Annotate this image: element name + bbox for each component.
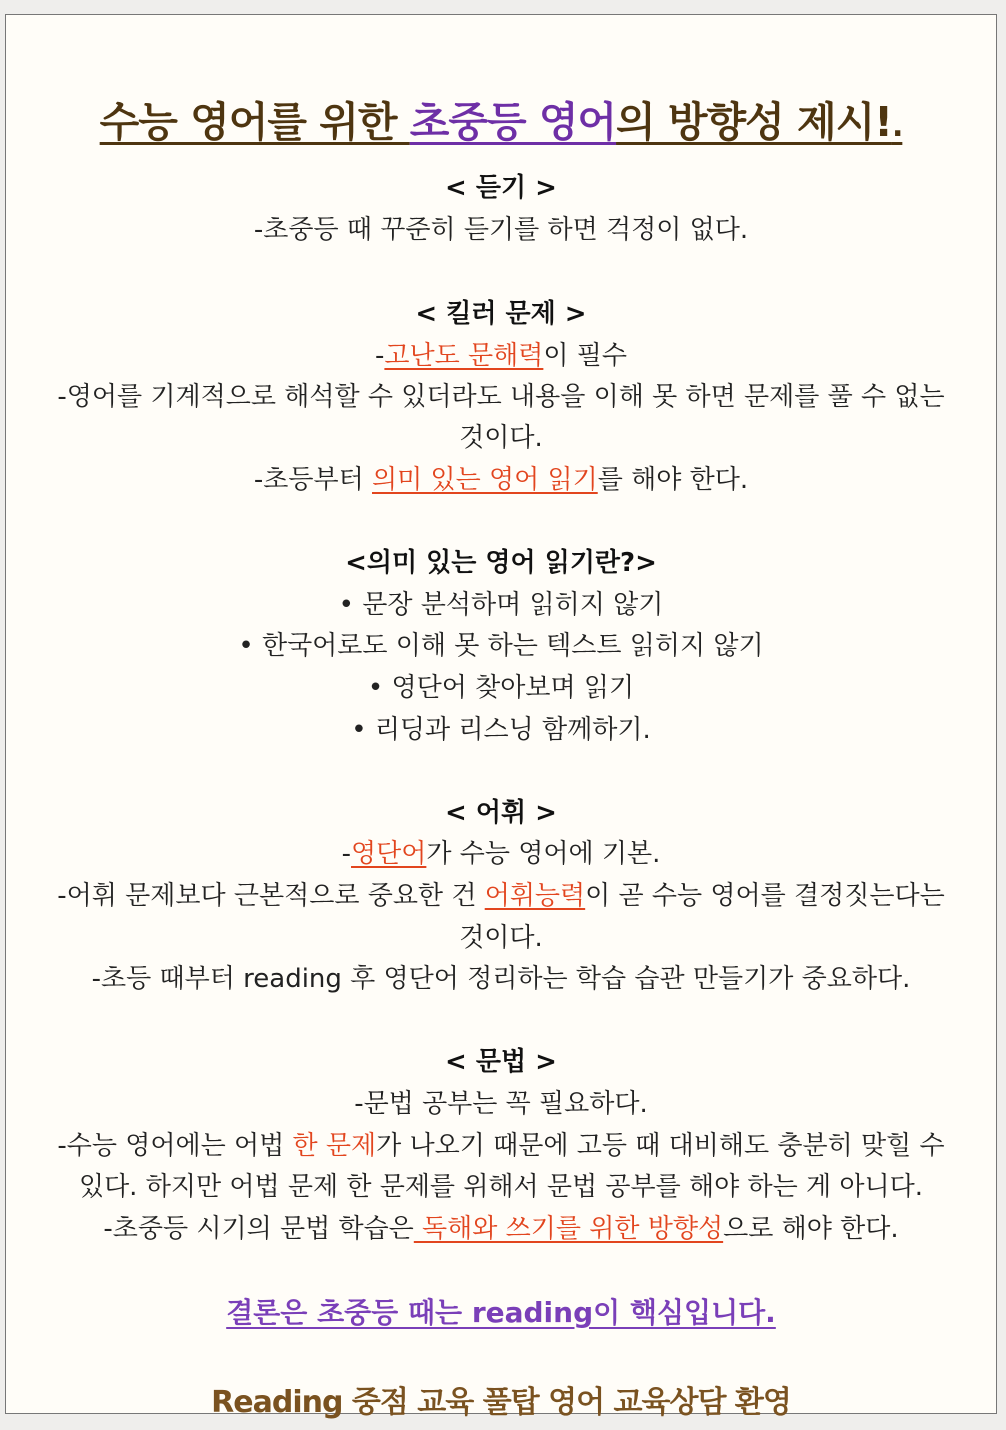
footer-banner: Reading 중점 교육 풀탑 영어 교육상담 환영 — [211, 1385, 791, 1420]
killer-line-3: 것이다. — [459, 423, 543, 453]
vocab-line-2 — [6, 875, 996, 912]
grammar-heading: < 문법 > — [445, 1047, 557, 1077]
grammar-line-3: 있다. 하지만 어법 문제 한 문제를 위해서 문법 공부를 해야 하는 게 아니다. — [78, 1172, 924, 1202]
grammar-line-4-suffix: 으로 해야 한다. — [723, 1214, 899, 1244]
vocab-heading: < 어휘 > — [445, 798, 557, 828]
grammar-line-2-suffix: 가 나오기 때문에 고등 때 대비해도 충분히 맞힐 수 — [376, 1131, 945, 1161]
title-part-1: 수능 영어를 위한 — [99, 98, 410, 146]
meaningful-bullet-4: • 리딩과 리스닝 함께하기. — [6, 709, 996, 746]
grammar-line-2 — [6, 1125, 996, 1162]
vocab-line-1-suffix: 가 수능 영어에 기본. — [426, 839, 661, 869]
killer-highlight-literacy: 고난도 문해력 — [384, 341, 544, 371]
grammar-highlight-direction: 독해와 쓰기를 위한 방향성 — [413, 1214, 724, 1244]
killer-heading: < 킬러 문제 > — [415, 299, 587, 329]
conclusion-text: 결론은 초중등 때는 reading이 핵심입니다. — [226, 1296, 776, 1329]
grammar-line-4 — [6, 1208, 996, 1245]
grammar-line-4-prefix: -초중등 시기의 문법 학습은 — [103, 1214, 414, 1244]
meaningful-bullet-2: • 한국어로도 이해 못 하는 텍스트 읽히지 않기 — [6, 625, 996, 662]
listening-heading: < 듣기 > — [445, 173, 557, 203]
killer-line-4-prefix: -초등부터 — [253, 465, 372, 495]
killer-line-1-prefix: - — [375, 341, 385, 371]
grammar-line-2-prefix: -수능 영어에는 어법 — [57, 1131, 293, 1161]
title-part-3: 의 방향성 제시! — [616, 98, 892, 146]
killer-line-2: -영어를 기계적으로 해석할 수 있더라도 내용을 이해 못 하면 문제를 풀 수 없는 — [57, 382, 945, 412]
killer-line-4-suffix: 를 해야 한다. — [597, 465, 749, 495]
title-dot: . — [891, 109, 903, 144]
killer-line-1 — [6, 335, 996, 372]
killer-highlight-reading: 의미 있는 영어 읽기 — [372, 465, 598, 495]
meaningful-bullet-3: • 영단어 찾아보며 읽기 — [6, 667, 996, 704]
killer-line-4 — [6, 459, 996, 496]
vocab-line-3: 것이다. — [459, 923, 543, 953]
grammar-highlight-one-question: 한 문제 — [292, 1131, 377, 1161]
killer-line-1-suffix: 이 필수 — [543, 341, 627, 371]
vocab-highlight-words: 영단어 — [351, 839, 427, 869]
vocab-line-1-prefix: - — [341, 839, 352, 869]
page-title — [6, 89, 996, 148]
title-part-highlight: 초중등 영어 — [409, 98, 617, 146]
vocab-line-1 — [6, 833, 996, 870]
vocab-line-2-prefix: -어휘 문제보다 근본적으로 중요한 건 — [57, 881, 485, 911]
listening-line-1: -초중등 때 꾸준히 듣기를 하면 걱정이 없다. — [253, 215, 749, 245]
grammar-line-1: -문법 공부는 꼭 필요하다. — [354, 1089, 648, 1119]
vocab-line-2-suffix: 이 곧 수능 영어를 결정짓는다는 — [585, 881, 945, 911]
document-page — [5, 14, 997, 1420]
meaningful-heading: <의미 있는 영어 읽기란?> — [345, 548, 657, 578]
vocab-highlight-ability: 어휘능력 — [484, 881, 586, 911]
vocab-line-4: -초등 때부터 reading 후 영단어 정리하는 학습 습관 만들기가 중요하다. — [91, 964, 911, 994]
meaningful-bullet-1: • 문장 분석하며 읽히지 않기 — [6, 584, 996, 621]
